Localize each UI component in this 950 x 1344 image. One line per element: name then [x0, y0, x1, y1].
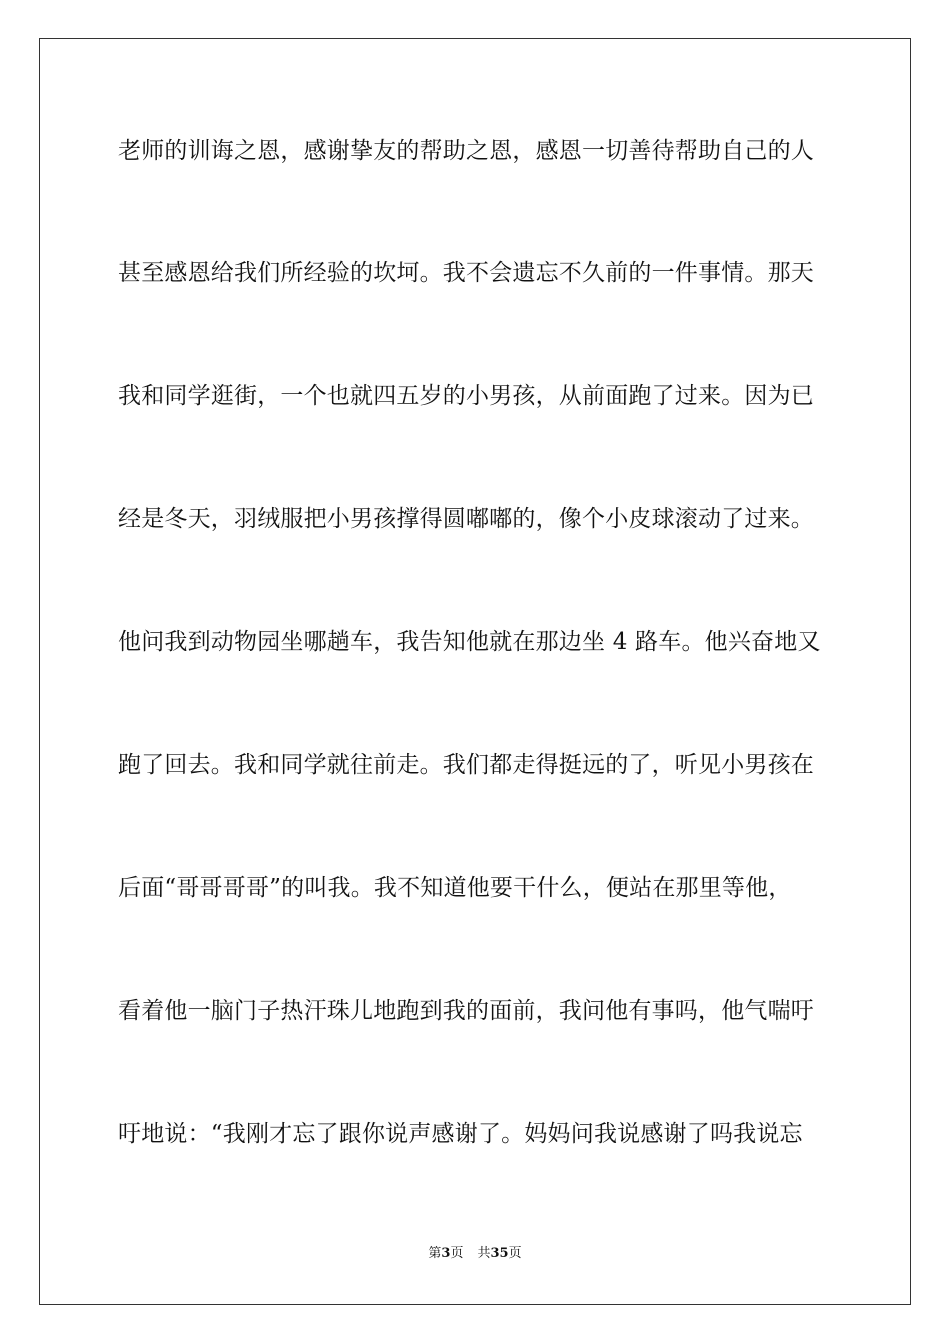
body-line-1: 老师的训诲之恩，感谢挚友的帮助之恩，感恩一切善待帮助自己的人 — [118, 138, 814, 164]
body-line-8: 看着他一脑门子热汗珠儿地跑到我的面前，我问他有事吗，他气喘吁 — [118, 998, 814, 1024]
total-suffix: 页 — [508, 1246, 522, 1261]
total-pages: 35 — [490, 1246, 509, 1261]
body-line-6: 跑了回去。我和同学就往前走。我们都走得挺远的了，听见小男孩在 — [118, 752, 814, 778]
page-number: 3 — [441, 1246, 451, 1261]
page-border — [39, 38, 911, 1305]
body-line-4: 经是冬天，羽绒服把小男孩撑得圆嘟嘟的，像个小皮球滚动了过来。 — [118, 506, 814, 532]
total-prefix: 共 — [477, 1246, 491, 1261]
body-line-2: 甚至感恩给我们所经验的坎坷。我不会遗忘不久前的一件事情。那天 — [118, 260, 814, 286]
body-line-3: 我和同学逛街，一个也就四五岁的小男孩，从前面跑了过来。因为已 — [118, 383, 814, 409]
page-footer — [0, 1245, 950, 1263]
page-suffix: 页 — [450, 1246, 464, 1261]
page-prefix: 第 — [428, 1246, 442, 1261]
body-line-7: 后面“哥哥哥哥”的叫我。我不知道他要干什么，便站在那里等他， — [118, 875, 792, 901]
body-line-9: 吁地说：“我刚才忘了跟你说声感谢了。妈妈问我说感谢了吗我说忘 — [118, 1121, 803, 1147]
body-line-5: 他问我到动物园坐哪趟车，我告知他就在那边坐 4 路车。他兴奋地又 — [118, 629, 821, 655]
